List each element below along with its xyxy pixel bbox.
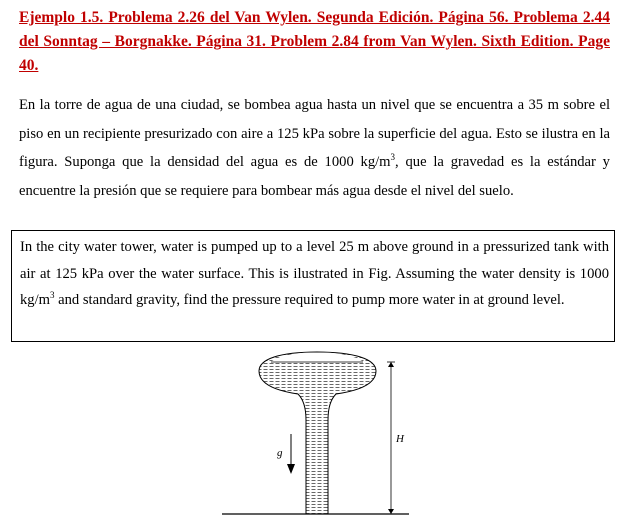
height-label: H xyxy=(396,433,404,445)
spanish-text-part-2: , que la gravedad es la estándar y encuentre la presión que se requiere para bombear más agua desde el nivel del suelo. xyxy=(19,154,610,199)
tower-tank-and-pipe xyxy=(259,352,376,514)
water-tower-figure xyxy=(215,350,415,522)
gravity-arrow xyxy=(287,434,295,474)
spanish-text-part-1: En la torre de agua de una ciudad, se bombea agua hasta un nivel que se encuentra a 35 m sobre el piso en un recipiente presurizado con aire a 125 kPa sobre la superficie del agua. Esto se ilustra en la figura. Suponga que la densidad del agua es de 1000 kg/m xyxy=(19,97,610,170)
english-problem-statement xyxy=(20,234,609,314)
gravity-label: g xyxy=(277,447,283,459)
height-dimension xyxy=(387,362,395,514)
example-heading: Ejemplo 1.5. Problema 2.26 del Van Wylen. Segunda Edición. Página 56. Problema 2.44 del Sonntag – Borgnakke. Página 31. Problem 2.84 from Van Wylen. Sixth Edition. Page 40. xyxy=(19,9,610,74)
english-text-part-1: In the city water tower, water is pumped up to a level 25 m above ground in a pressurized tank with air at 125 kPa over the water surface. This is ilustrated in Fig. Assuming the water density is 1000 kg/m xyxy=(20,239,609,308)
english-text-part-2: and standard gravity, find the pressure required to pump more water in at ground level. xyxy=(54,292,565,308)
spanish-exponent: 3 xyxy=(390,152,396,163)
english-problem-box xyxy=(11,230,615,342)
spanish-problem-statement xyxy=(19,91,610,205)
english-exponent: 3 xyxy=(50,290,55,301)
water-tower-drawing xyxy=(222,352,409,514)
